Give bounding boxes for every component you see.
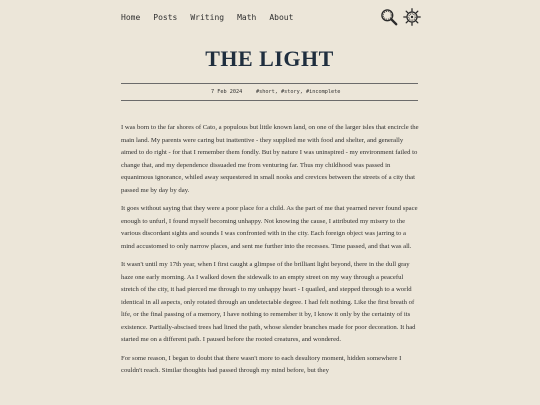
- post-tags: #short, #story, #incomplete: [256, 89, 341, 95]
- paragraph: It wasn't until my 17th year, when I first caught a glimpse of the brilliant light beyond, there in the dull gray haze one early morning. As I walked down the sidewalk to an empty street on my way through a peaceful stretch of the city, it had pierced me through to my unhappy heart - I quailed, and stepped through to a world identical in all aspects, only rotated through an undetectable degree. I had felt nothing. Like the first breath of life, or the final passing of a memory, I have nothing to remember it by, I know it only by the certainty of its existence. Partially-abscised trees had lined the path, whose slender branches made for poor decoration. It had started me on a different path. I paused before the rooted creatures, and wondered.: [121, 261, 416, 343]
- post-body: [121, 122, 419, 384]
- paragraph: For some reason, I began to doubt that there wasn't more to each desultory moment, hidden somewhere I couldn't reach. Similar thoughts had passed through my mind before, but they: [121, 354, 402, 374]
- paragraph: I was born to the far shores of Cato, a populous but little known land, on one of the larger isles that encircle the main land. My parents were caring but inattentive - they supplied me with food and shelter, and generally aimed to do right - for that I remember them fondly. But by nature I was uninspired - my environment failed to change that, and my dependence dissuaded me from venturing far. Thus my childhood was passed in equanimous ignorance, whiled away sequestered in small nooks and crevices between the streets of a city that passed me by day by day.: [121, 124, 419, 194]
- paragraph: It goes without saying that they were a poor place for a child. As the part of me that yearned never found space enough to unfurl, I found myself becoming unhappy. Not knowing the cause, I attributed my misery to the various discordant sights and sounds I was confronted with in the city. Each foreign object was jarring to a mind accustomed to only narrow places, and sent me further into the recesses. Time passed, and that was all.: [121, 205, 418, 250]
- nav-links: [121, 13, 293, 22]
- nav-link-home[interactable]: Home: [121, 13, 141, 22]
- nav-link-math[interactable]: Math: [237, 13, 257, 22]
- tag-link-short[interactable]: #short: [256, 89, 275, 95]
- nav-link-writing[interactable]: Writing: [190, 13, 225, 22]
- nav-link-posts[interactable]: Posts: [153, 13, 178, 22]
- post-meta: [121, 83, 418, 101]
- search-icon[interactable]: [380, 8, 398, 26]
- top-navigation: [121, 8, 421, 30]
- tag-link-story[interactable]: #story: [281, 89, 300, 95]
- nav-icons: [380, 8, 421, 26]
- tag-link-incomplete[interactable]: #incomplete: [306, 89, 341, 95]
- page-title: THE LIGHT: [205, 46, 334, 71]
- post-date: 7 Feb 2024: [211, 89, 243, 95]
- sun-icon[interactable]: [403, 8, 421, 26]
- nav-link-about[interactable]: About: [269, 13, 294, 22]
